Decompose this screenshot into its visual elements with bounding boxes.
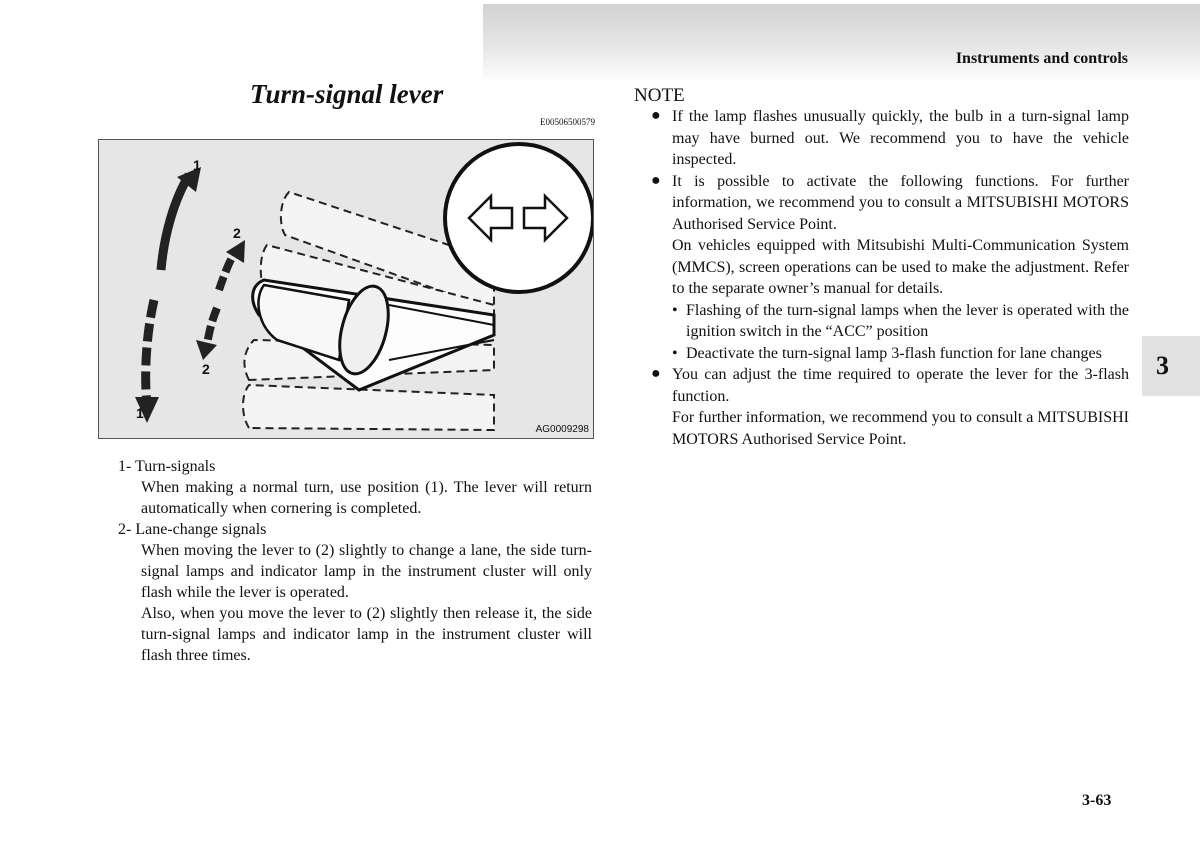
label-pos2-top: 2 [233,225,241,241]
label-pos2-bottom: 2 [202,361,210,377]
indicator-circle [445,144,593,292]
item-1 [118,456,592,519]
sub-bullet-icon: • [672,344,678,362]
note-heading: NOTE [634,85,685,106]
sub-bullet-icon: • [672,301,678,319]
bullet-icon: ● [651,107,661,124]
note-bullet-3 [634,364,1129,450]
note-sub-item-1 [672,300,1129,343]
figure-code: AG0009298 [535,424,589,435]
note-sub-item-2-text: Deactivate the turn-signal lamp 3-flash function for lane changes [686,344,1102,362]
bullet-icon: ● [651,171,661,189]
arrow-position-1-up [161,175,189,270]
note-bullet-3-text-2: For further information, we recommend you to consult a MITSUBISHI MOTORS Authorised Service Point. [672,409,1129,448]
note-bullet-3-text-1: You can adjust the time required to operate the lever for the 3-flash function. [672,366,1129,405]
item-1-label: 1- Turn-signals [118,458,216,475]
label-pos1-bottom: 1 [136,405,144,421]
item-list [118,456,592,666]
turn-signal-lever-figure [98,139,594,439]
ghost-lever-lower [243,385,494,430]
note-bullet-2-text-2: On vehicles equipped with Mitsubishi Multi-Communication System (MMCS), screen operations can be used to make the adjustment. Refer to the separate owner’s manual for details. [672,237,1129,297]
chapter-tab: 3 [1142,336,1200,396]
note-bullet-2-text-1: It is possible to activate the following functions. For further information, we recommend you to consult a MITSUBISHI MOTORS Authorised Service Point. [672,172,1129,233]
note-bullet-2 [634,171,1129,365]
arrow-position-2-down [207,308,217,345]
section-code: E00506500579 [540,117,595,127]
section-title: Turn-signal lever [250,79,444,109]
item-2 [118,519,592,666]
note-sub-item-2 [672,343,1129,365]
note-bullet-1-text: If the lamp flashes unusually quickly, the bulb in a turn-signal lamp may have burned out. We recommend you to have the vehicle inspected. [672,108,1129,168]
item-2-text-2: Also, when you move the lever to (2) slightly then release it, the side turn-signal lamps and indicator lamp in the instrument cluster will flash three times. [141,605,592,664]
item-2-label: 2- Lane-change signals [118,521,267,538]
label-pos1-top: 1 [193,157,201,173]
header-band [483,4,1200,82]
item-1-text: When making a normal turn, use position (1). The lever will return automatically when cornering is completed. [141,479,592,517]
lever-illustration [99,140,593,438]
note-bullet-1 [634,106,1129,171]
item-2-text-1: When moving the lever to (2) slightly to change a lane, the side turn-signal lamps and indicator lamp in the instrument cluster will only flash while the lever is operated. [141,542,592,601]
page-number: 3-63 [1082,792,1112,809]
note-sub-item-1-text: Flashing of the turn-signal lamps when the lever is operated with the ignition switch in the “ACC” position [686,301,1129,340]
arrow-position-2-down-head [196,340,217,360]
note-block [634,86,1129,450]
bullet-icon: ● [651,365,661,382]
running-header: Instruments and controls [955,50,1128,67]
arrow-position-1-down [146,300,154,405]
